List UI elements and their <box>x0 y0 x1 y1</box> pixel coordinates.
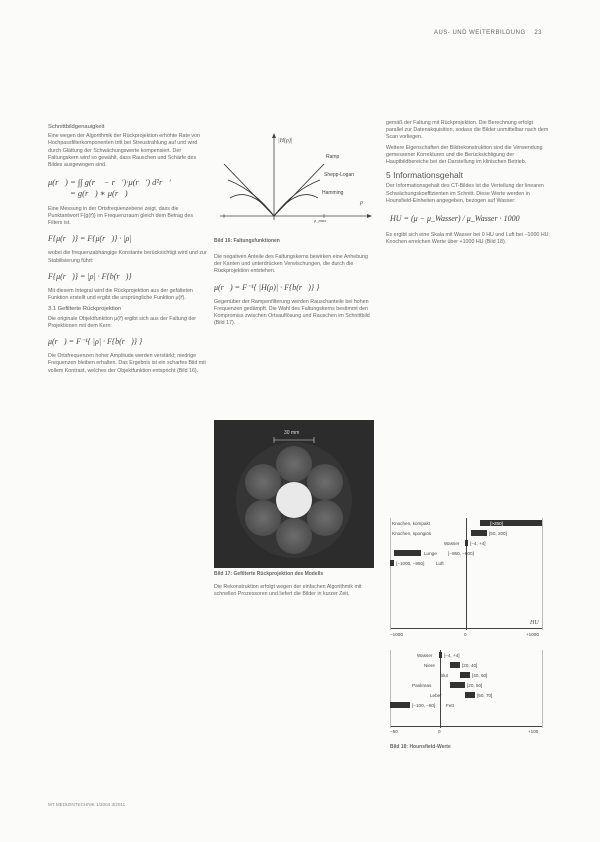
center-circle <box>276 482 312 518</box>
page-footer: MT MEDIZINTECHNIK 1/2004 3/2011 <box>48 802 126 807</box>
paragraph: Mit diesem Integral wird die Rückprojektion aus der gefalteten Funktion erstellt und ergibt die ursprüngliche Funktion μ(r⃗). <box>48 288 193 302</box>
bar-wasser <box>465 540 468 546</box>
x-axis-label: ρ_max <box>314 218 327 223</box>
paragraph: Die negativen Anteile des Faltungskerns bewirken eine Anhebung der Kanten und unterdrücken Verwischungen, die durch die Rückprojektion entstehen. <box>214 254 369 275</box>
label-leber: Leber <box>430 693 442 698</box>
axis-unit: HU <box>530 620 539 626</box>
running-header <box>434 30 542 36</box>
insert-circle <box>276 518 312 554</box>
paragraph: Die originale Objektfunktion μ(r⃗) ergibt sich aus der Faltung der Projektionen mit dem Kern: <box>48 315 197 329</box>
phantom-reconstruction <box>214 420 374 568</box>
insert-circle <box>245 464 281 500</box>
range-lunge: [−950, −600] <box>448 551 474 556</box>
left-column <box>48 120 208 378</box>
equation: F{μ(r⃗)} = |ρ| · F{b(r⃗)} <box>48 271 132 281</box>
axis-tick-label: 0 <box>438 729 441 734</box>
range-leber: [50, 70] <box>477 693 493 698</box>
paragraph: Weitere Eigenschaften der Bildrekonstruktion sind die Verwendung gemessener Korrekturen und die Berücksichtigung der Hauptbildbereiche bei der Darstellung im klinischen Betrieb. <box>386 144 543 166</box>
label-niere: Niere <box>424 663 435 668</box>
bar-lunge <box>394 550 421 556</box>
paragraph: Eine Messung in der Ortsfrequenzebene zeigt, dass die Punktantwort F{g(r⃗)} im Frequenzraum gleich dem Betrag des Filters ist. <box>48 205 193 227</box>
label-fett: Fett <box>446 703 454 708</box>
figure-16-caption: Bild 16: Faltungsfunktionen <box>214 238 280 244</box>
axis-tick-label: +100 <box>528 729 539 734</box>
range-knochen-spongioes: [50, 200] <box>489 531 507 536</box>
figure-17-image <box>214 420 374 568</box>
label-pankreas: Pankreas <box>412 683 432 688</box>
middle-column-text-1 <box>214 254 374 331</box>
section-heading: 5 Informationsgehalt <box>386 170 464 181</box>
section-heading: 3.1 Gefilterte Rückprojektion <box>48 306 122 313</box>
range-pankreas: [20, 50] <box>467 683 483 688</box>
equation: μ(r⃗) = F⁻¹{ |ρ| · F{b(r⃗)} } <box>48 337 143 347</box>
label-wasser-detail: Wasser <box>417 653 433 658</box>
running-title: AUS- UND WEITERBILDUNG <box>433 30 526 36</box>
label-lunge: Lunge <box>424 551 437 556</box>
range-niere: [20, 40] <box>462 663 478 668</box>
axis-line <box>390 726 542 727</box>
paragraph: Der Informationsgehalt des CT-Bildes ist die Verteilung der linearen Schwächungskoeffizienten im Schnitt. Diese Werte werden in Hounsfield-Einheiten angegeben, bezogen auf Wasser: <box>386 183 544 204</box>
zero-line <box>440 650 441 728</box>
bar-knochen-spongioes <box>471 530 487 536</box>
range-wasser: [−4, +4] <box>470 541 486 546</box>
bar-luft <box>390 560 394 566</box>
paragraph: Es ergibt sich eine Skala mit Wasser bei 0 HU und Luft bei −1000 HU; Knochen erreichen Werte über +1000 HU (Bild 18). <box>386 232 550 246</box>
grid-line <box>542 650 543 728</box>
right-column <box>386 120 550 250</box>
figure-18 <box>386 516 550 742</box>
grid-line <box>390 518 391 630</box>
paragraph: Die Ortsfrequenzen hoher Amplitude werden verstärkt; niedrige Frequenzen bleiben erhalten. Das Ergebnis ist ein scharfes Bild mit vollem Kontrast, welches der Objektfunktion entspricht (Bild 16). <box>48 353 206 374</box>
equation: μ(r⃗) = ∫∫ g(r⃗ − r⃗′)·μ(r⃗′) d²r⃗′ <box>48 177 171 188</box>
hu-equation: HU = (μ − μ_Wasser) / μ_Wasser · 1000 <box>390 214 520 224</box>
filter-chart <box>214 128 374 228</box>
range-blut: [40, 60] <box>472 673 488 678</box>
label-luft: Luft <box>436 561 444 566</box>
y-arrow-icon <box>272 133 276 138</box>
x-arrow-icon <box>367 214 372 218</box>
label-knochen-spongioes: Knochen, spongiös <box>392 531 432 536</box>
equation: F{μ(r⃗)} = F{μ(r⃗)} · |ρ| <box>48 234 132 244</box>
section-heading: Schnittbildgenauigkeit <box>48 124 105 130</box>
dimension-label: 30 mm <box>284 430 300 436</box>
bar-leber <box>465 692 475 698</box>
figure-18-caption: Bild 18: Hounsfield-Werte <box>390 744 451 750</box>
equation: = g(r⃗) ∗ μ(r⃗) <box>70 188 128 199</box>
range-fett: [−100, −60] <box>412 703 436 708</box>
range-luft: [−1000, −950] <box>396 561 425 566</box>
insert-circle <box>245 500 281 536</box>
axis-tick-label: −50 <box>390 729 398 734</box>
figure-16 <box>214 128 374 236</box>
axis-tick-label: −1000 <box>390 632 403 637</box>
insert-circle <box>307 464 343 500</box>
bar-niere <box>450 662 460 668</box>
figure-17-caption: Bild 17: Gefilterte Rückprojektion des Modells <box>214 571 324 577</box>
legend-shepp-logan: Shepp-Logan <box>324 172 355 178</box>
legend-hamming: Hamming <box>322 190 344 196</box>
equation: μ(r⃗) = F⁻¹{ |H(ρ)| · F{b(r⃗)} } <box>214 282 320 292</box>
page-number: 23 <box>534 30 542 36</box>
label-wasser: Wasser <box>444 541 460 546</box>
y-axis-label: |H(ρ)| <box>278 138 293 144</box>
range-wasser-detail: [−4, +4] <box>444 653 460 658</box>
middle-column-text-2 <box>214 584 374 601</box>
insert-circle <box>307 500 343 536</box>
paragraph: Gegenüber der Rampenfilterung werden Rauschanteile bei hohen Frequenzen gedämpft. Die Wahl des Faltungskerns bestimmt den Kompromiss zwischen Ortsauflösung und Rauschen im Schnittbild (Bild 17). <box>214 298 370 327</box>
insert-circle <box>276 446 312 482</box>
label-knochen-kompakt: Knochen, kompakt <box>392 521 431 526</box>
hu-chart-detail <box>390 650 546 736</box>
zero-line <box>466 518 467 630</box>
x-axis-symbol: ρ <box>360 200 363 206</box>
hu-chart-overview <box>390 518 546 644</box>
range-knochen-kompakt: [>250] <box>490 521 503 526</box>
legend-ramp: Ramp <box>326 154 340 160</box>
bar-wasser-detail <box>439 652 442 658</box>
grid-line <box>542 518 543 630</box>
axis-tick-label: +1000 <box>526 632 539 637</box>
bar-pankreas <box>450 682 465 688</box>
label-blut: Blut <box>440 673 448 678</box>
paragraph: Die Rekonstruktion erfolgt wegen der einfachen Algorithmik mit schnellen Prozessoren und liefert die Bilder in kurzer Zeit. <box>214 584 362 598</box>
grid-line <box>390 650 391 728</box>
bar-fett <box>390 702 410 708</box>
axis-tick-label: 0 <box>464 632 467 637</box>
paragraph: gemäß der Faltung mit Rückprojektion. Die Berechnung erfolgt parallel zur Datenakquisition, sodass die Bilder unmittelbar nach dem Scan vorliegen. <box>386 120 549 141</box>
paragraph: wobei die frequenzabhängige Konstante berücksichtigt wird und zur Stabilisierung führt: <box>48 250 207 264</box>
paragraph: Eine wegen der Algorithmik der Rückprojektion erhöhte Rate von Hochpassfilterkomponenten tritt bei Streustrahlung auf und wird durch Glättung der Schwächungswerte kompensiert. Der Faltungskern wird so gewählt, dass Rauschen und Schärfe des Bildes ausgewogen sind. <box>48 133 200 169</box>
bar-blut <box>460 672 470 678</box>
